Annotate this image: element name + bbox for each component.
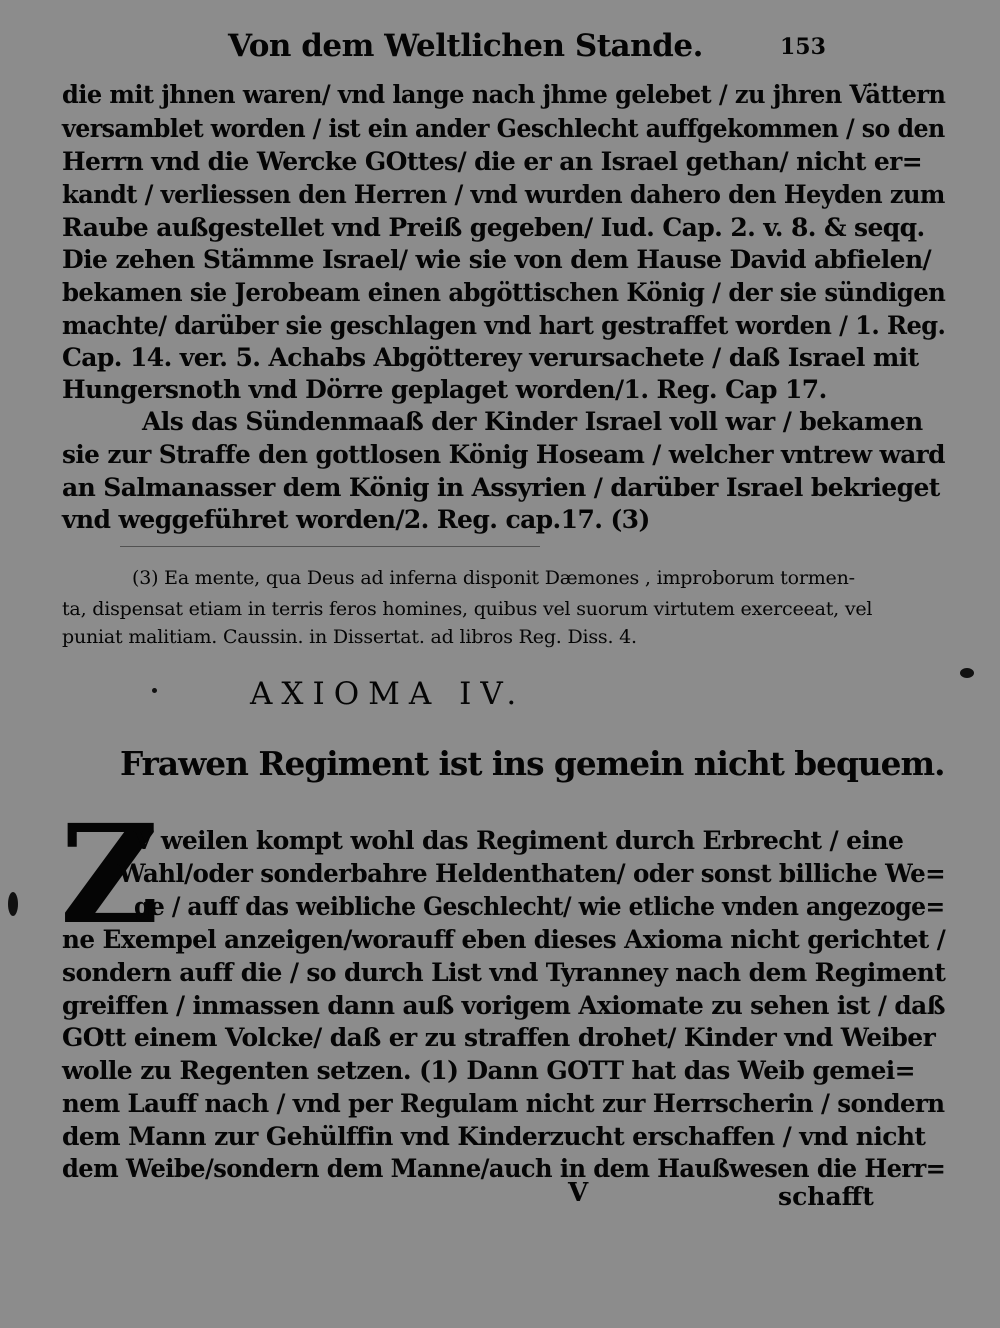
text-line: dem Weibe/sondern dem Manne/auch in dem Haußwesen die Herr= (62, 1154, 946, 1183)
text-line: bekamen sie Jerobeam einen abgöttischen König / der sie sündigen (62, 278, 946, 307)
text-line: kandt / verliessen den Herren / vnd wurden dahero den Heyden zum (62, 180, 945, 209)
text-line: sie zur Straffe den gottlosen König Hoseam / welcher vntrew ward (62, 440, 945, 469)
text-line: wolle zu Regenten setzen. (1) Dann GOTT hat das Weib gemei= (62, 1056, 916, 1085)
text-line: vnd weggeführet worden/2. Reg. cap.17. (3) (62, 505, 650, 534)
ink-speck (960, 668, 974, 678)
catchword: schafft (778, 1182, 874, 1211)
ink-speck (152, 688, 157, 693)
text-line: Die zehen Stämme Israel/ wie sie von dem Hause David abfielen/ (62, 245, 932, 274)
footnote-rule (120, 546, 540, 547)
text-line: die mit jhnen waren/ vnd lange nach jhme gelebet / zu jhren Vättern (62, 80, 946, 109)
text-line: Als das Sündenmaaß der Kinder Israel voll war / bekamen (142, 407, 923, 436)
text-line: ne Exempel anzeigen/worauff eben dieses Axioma nicht gerichtet / (62, 925, 946, 954)
text-line: ge / auff das weibliche Geschlecht/ wie etliche vnden angezoge= (134, 892, 945, 921)
signature-mark: V (568, 1178, 589, 1208)
axiom-subtitle: Frawen Regiment ist ins gemein nicht bequem. (120, 744, 945, 783)
text-line: Herrn vnd die Wercke GOttes/ die er an Israel gethan/ nicht er= (62, 147, 923, 176)
ink-speck (8, 892, 18, 916)
text-line: nem Lauff nach / vnd per Regulam nicht zur Herrscherin / sondern (62, 1089, 945, 1118)
text-line: GOtt einem Volcke/ daß er zu straffen drohet/ Kinder vnd Weiber (62, 1023, 936, 1052)
text-line: Cap. 14. ver. 5. Achabs Abgötterey verursachete / daß Israel mit (62, 343, 919, 372)
text-line: machte/ darüber sie geschlagen vnd hart gestraffet worden / 1. Reg. (62, 311, 946, 340)
running-head: Von dem Weltlichen Stande. (228, 28, 703, 64)
text-line: Wahl/oder sonderbahre Heldenthaten/ oder sonst billiche We= (118, 859, 946, 888)
text-line: Hungersnoth vnd Dörre geplaget worden/1. Reg. Cap 17. (62, 375, 827, 404)
page-number: 153 (780, 34, 826, 60)
drop-cap: Z (60, 795, 160, 955)
footnote-line: (3) Ea mente, qua Deus ad inferna disponit Dæmones , improborum tormen- (132, 567, 855, 589)
text-line: V weilen kompt wohl das Regiment durch Erbrecht / eine (134, 826, 904, 855)
text-line: Raube außgestellet vnd Preiß gegeben/ Iud. Cap. 2. v. 8. & seqq. (62, 213, 925, 242)
footnote-line: ta, dispensat etiam in terris feros homines, quibus vel suorum virtutem exerceeat, vel (62, 598, 873, 620)
footnote-line: puniat malitiam. Caussin. in Dissertat. ad libros Reg. Diss. 4. (62, 626, 637, 648)
text-line: greiffen / inmassen dann auß vorigem Axiomate zu sehen ist / daß (62, 991, 945, 1020)
text-line: sondern auff die / so durch List vnd Tyranney nach dem Regiment (62, 958, 946, 987)
text-line: versamblet worden / ist ein ander Geschlecht auffgekommen / so den (62, 114, 945, 143)
text-line: dem Mann zur Gehülffin vnd Kinderzucht erschaffen / vnd nicht (62, 1122, 926, 1151)
text-line: an Salmanasser dem König in Assyrien / darüber Israel bekrieget (62, 473, 940, 502)
axiom-heading: AXIOMA IV. (250, 676, 526, 712)
